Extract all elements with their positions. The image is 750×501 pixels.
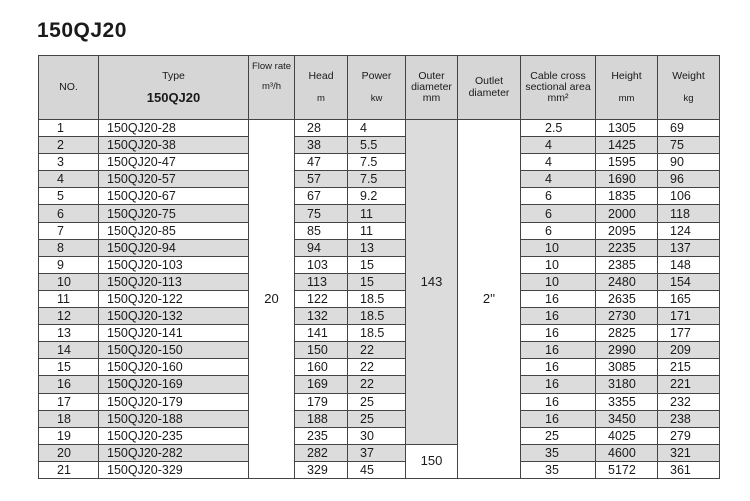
col-header-head: Head m bbox=[295, 56, 348, 120]
cell-no: 20 bbox=[39, 444, 99, 461]
cell-head: 188 bbox=[295, 410, 348, 427]
cell-type: 150QJ20-113 bbox=[99, 273, 249, 290]
cell-outlet-diameter: 2'' bbox=[458, 120, 521, 479]
table-row bbox=[39, 273, 720, 290]
cell-weight: 171 bbox=[658, 308, 720, 325]
table-row bbox=[39, 205, 720, 222]
cell-no: 10 bbox=[39, 273, 99, 290]
cell-cable-area: 6 bbox=[521, 222, 596, 239]
cell-no: 15 bbox=[39, 359, 99, 376]
cell-cable-area: 35 bbox=[521, 444, 596, 461]
cell-height: 2990 bbox=[596, 342, 658, 359]
cell-cable-area: 2.5 bbox=[521, 120, 596, 137]
cell-height: 2095 bbox=[596, 222, 658, 239]
cell-type: 150QJ20-122 bbox=[99, 290, 249, 307]
cell-cable-area: 16 bbox=[521, 290, 596, 307]
cell-height: 1690 bbox=[596, 171, 658, 188]
cell-no: 16 bbox=[39, 376, 99, 393]
col-header-outlet-diameter: Outlet diameter bbox=[458, 56, 521, 120]
cell-type: 150QJ20-282 bbox=[99, 444, 249, 461]
cell-no: 7 bbox=[39, 222, 99, 239]
cell-weight: 148 bbox=[658, 256, 720, 273]
cell-head: 57 bbox=[295, 171, 348, 188]
cell-height: 2730 bbox=[596, 308, 658, 325]
cell-head: 169 bbox=[295, 376, 348, 393]
cell-type: 150QJ20-160 bbox=[99, 359, 249, 376]
cell-weight: 215 bbox=[658, 359, 720, 376]
cell-cable-area: 10 bbox=[521, 256, 596, 273]
cell-height: 1835 bbox=[596, 188, 658, 205]
cell-no: 4 bbox=[39, 171, 99, 188]
cell-height: 2385 bbox=[596, 256, 658, 273]
cell-weight: 118 bbox=[658, 205, 720, 222]
page-title: 150QJ20 bbox=[37, 19, 127, 42]
cell-no: 9 bbox=[39, 256, 99, 273]
table-row bbox=[39, 393, 720, 410]
cell-weight: 106 bbox=[658, 188, 720, 205]
cell-weight: 221 bbox=[658, 376, 720, 393]
cell-head: 38 bbox=[295, 137, 348, 154]
cell-power: 25 bbox=[348, 393, 406, 410]
cell-height: 1425 bbox=[596, 137, 658, 154]
cell-height: 1595 bbox=[596, 154, 658, 171]
cell-power: 22 bbox=[348, 359, 406, 376]
cell-weight: 279 bbox=[658, 427, 720, 444]
table-row bbox=[39, 325, 720, 342]
cell-no: 8 bbox=[39, 239, 99, 256]
cell-cable-area: 6 bbox=[521, 205, 596, 222]
cell-head: 113 bbox=[295, 273, 348, 290]
cell-type: 150QJ20-67 bbox=[99, 188, 249, 205]
cell-power: 22 bbox=[348, 342, 406, 359]
cell-height: 2635 bbox=[596, 290, 658, 307]
cell-power: 45 bbox=[348, 461, 406, 478]
cell-no: 21 bbox=[39, 461, 99, 478]
col-header-cable-area: Cable cross sectional area mm² bbox=[521, 56, 596, 120]
cell-no: 5 bbox=[39, 188, 99, 205]
table-row bbox=[39, 154, 720, 171]
cell-head: 160 bbox=[295, 359, 348, 376]
cell-type: 150QJ20-57 bbox=[99, 171, 249, 188]
cell-no: 12 bbox=[39, 308, 99, 325]
col-header-weight: Weight kg bbox=[658, 56, 720, 120]
table-row bbox=[39, 461, 720, 478]
cell-cable-area: 25 bbox=[521, 427, 596, 444]
cell-head: 150 bbox=[295, 342, 348, 359]
cell-no: 13 bbox=[39, 325, 99, 342]
cell-height: 1305 bbox=[596, 120, 658, 137]
cell-type: 150QJ20-235 bbox=[99, 427, 249, 444]
table-row bbox=[39, 188, 720, 205]
cell-cable-area: 16 bbox=[521, 308, 596, 325]
cell-no: 17 bbox=[39, 393, 99, 410]
cell-power: 37 bbox=[348, 444, 406, 461]
cell-weight: 69 bbox=[658, 120, 720, 137]
table-row bbox=[39, 410, 720, 427]
cell-weight: 165 bbox=[658, 290, 720, 307]
cell-cable-area: 10 bbox=[521, 273, 596, 290]
table-row bbox=[39, 171, 720, 188]
cell-weight: 154 bbox=[658, 273, 720, 290]
cell-power: 7.5 bbox=[348, 154, 406, 171]
cell-power: 18.5 bbox=[348, 325, 406, 342]
cell-outer-diameter: 150 bbox=[406, 444, 458, 478]
table-row bbox=[39, 376, 720, 393]
table-row bbox=[39, 359, 720, 376]
cell-type: 150QJ20-75 bbox=[99, 205, 249, 222]
cell-weight: 75 bbox=[658, 137, 720, 154]
cell-head: 329 bbox=[295, 461, 348, 478]
cell-weight: 124 bbox=[658, 222, 720, 239]
cell-no: 2 bbox=[39, 137, 99, 154]
cell-weight: 90 bbox=[658, 154, 720, 171]
cell-weight: 177 bbox=[658, 325, 720, 342]
cell-height: 3180 bbox=[596, 376, 658, 393]
cell-weight: 232 bbox=[658, 393, 720, 410]
cell-type: 150QJ20-28 bbox=[99, 120, 249, 137]
cell-no: 11 bbox=[39, 290, 99, 307]
col-header-flow-rate: Flow rate m³/h bbox=[249, 56, 295, 120]
cell-cable-area: 10 bbox=[521, 239, 596, 256]
header-row bbox=[39, 56, 720, 120]
cell-type: 150QJ20-38 bbox=[99, 137, 249, 154]
cell-no: 19 bbox=[39, 427, 99, 444]
cell-cable-area: 16 bbox=[521, 325, 596, 342]
cell-head: 122 bbox=[295, 290, 348, 307]
cell-type: 150QJ20-132 bbox=[99, 308, 249, 325]
cell-cable-area: 16 bbox=[521, 342, 596, 359]
cell-height: 2825 bbox=[596, 325, 658, 342]
cell-power: 15 bbox=[348, 273, 406, 290]
cell-type: 150QJ20-141 bbox=[99, 325, 249, 342]
cell-head: 75 bbox=[295, 205, 348, 222]
col-header-outer-diameter: Outer diameter mm bbox=[406, 56, 458, 120]
col-header-power: Power kw bbox=[348, 56, 406, 120]
cell-power: 18.5 bbox=[348, 290, 406, 307]
table-row bbox=[39, 239, 720, 256]
table-row bbox=[39, 137, 720, 154]
cell-type: 150QJ20-47 bbox=[99, 154, 249, 171]
col-header-height: Height mm bbox=[596, 56, 658, 120]
cell-type: 150QJ20-179 bbox=[99, 393, 249, 410]
cell-cable-area: 16 bbox=[521, 359, 596, 376]
cell-type: 150QJ20-85 bbox=[99, 222, 249, 239]
cell-head: 28 bbox=[295, 120, 348, 137]
cell-head: 94 bbox=[295, 239, 348, 256]
cell-head: 141 bbox=[295, 325, 348, 342]
cell-height: 3085 bbox=[596, 359, 658, 376]
cell-flow-rate: 20 bbox=[249, 120, 295, 479]
table-row bbox=[39, 256, 720, 273]
pump-spec-table bbox=[38, 55, 720, 479]
col-header-type: Type 150QJ20 bbox=[99, 56, 249, 120]
cell-height: 2000 bbox=[596, 205, 658, 222]
table-row bbox=[39, 290, 720, 307]
cell-height: 3450 bbox=[596, 410, 658, 427]
cell-weight: 137 bbox=[658, 239, 720, 256]
cell-power: 15 bbox=[348, 256, 406, 273]
cell-power: 9.2 bbox=[348, 188, 406, 205]
cell-type: 150QJ20-150 bbox=[99, 342, 249, 359]
cell-cable-area: 4 bbox=[521, 154, 596, 171]
cell-type: 150QJ20-188 bbox=[99, 410, 249, 427]
cell-cable-area: 4 bbox=[521, 171, 596, 188]
table-row bbox=[39, 427, 720, 444]
cell-height: 2235 bbox=[596, 239, 658, 256]
cell-type: 150QJ20-329 bbox=[99, 461, 249, 478]
cell-no: 6 bbox=[39, 205, 99, 222]
table-row bbox=[39, 308, 720, 325]
cell-no: 14 bbox=[39, 342, 99, 359]
cell-head: 235 bbox=[295, 427, 348, 444]
cell-type: 150QJ20-169 bbox=[99, 376, 249, 393]
cell-head: 179 bbox=[295, 393, 348, 410]
cell-power: 7.5 bbox=[348, 171, 406, 188]
cell-head: 85 bbox=[295, 222, 348, 239]
table-row bbox=[39, 222, 720, 239]
cell-cable-area: 16 bbox=[521, 393, 596, 410]
cell-no: 18 bbox=[39, 410, 99, 427]
cell-weight: 209 bbox=[658, 342, 720, 359]
cell-outer-diameter: 143 bbox=[406, 120, 458, 445]
cell-type: 150QJ20-103 bbox=[99, 256, 249, 273]
cell-cable-area: 16 bbox=[521, 410, 596, 427]
cell-height: 2480 bbox=[596, 273, 658, 290]
cell-power: 13 bbox=[348, 239, 406, 256]
cell-cable-area: 4 bbox=[521, 137, 596, 154]
table-row bbox=[39, 120, 720, 137]
cell-head: 67 bbox=[295, 188, 348, 205]
cell-height: 5172 bbox=[596, 461, 658, 478]
cell-power: 11 bbox=[348, 222, 406, 239]
cell-head: 47 bbox=[295, 154, 348, 171]
cell-height: 3355 bbox=[596, 393, 658, 410]
cell-weight: 321 bbox=[658, 444, 720, 461]
cell-power: 22 bbox=[348, 376, 406, 393]
cell-height: 4600 bbox=[596, 444, 658, 461]
cell-cable-area: 16 bbox=[521, 376, 596, 393]
cell-head: 282 bbox=[295, 444, 348, 461]
cell-head: 103 bbox=[295, 256, 348, 273]
table-row bbox=[39, 342, 720, 359]
cell-cable-area: 35 bbox=[521, 461, 596, 478]
col-header-no: NO. bbox=[39, 56, 99, 120]
cell-power: 5.5 bbox=[348, 137, 406, 154]
cell-power: 25 bbox=[348, 410, 406, 427]
table-row bbox=[39, 444, 720, 461]
cell-weight: 361 bbox=[658, 461, 720, 478]
cell-cable-area: 6 bbox=[521, 188, 596, 205]
cell-weight: 96 bbox=[658, 171, 720, 188]
cell-no: 3 bbox=[39, 154, 99, 171]
cell-height: 4025 bbox=[596, 427, 658, 444]
cell-weight: 238 bbox=[658, 410, 720, 427]
cell-power: 18.5 bbox=[348, 308, 406, 325]
cell-type: 150QJ20-94 bbox=[99, 239, 249, 256]
cell-head: 132 bbox=[295, 308, 348, 325]
cell-power: 11 bbox=[348, 205, 406, 222]
cell-power: 30 bbox=[348, 427, 406, 444]
cell-no: 1 bbox=[39, 120, 99, 137]
cell-power: 4 bbox=[348, 120, 406, 137]
